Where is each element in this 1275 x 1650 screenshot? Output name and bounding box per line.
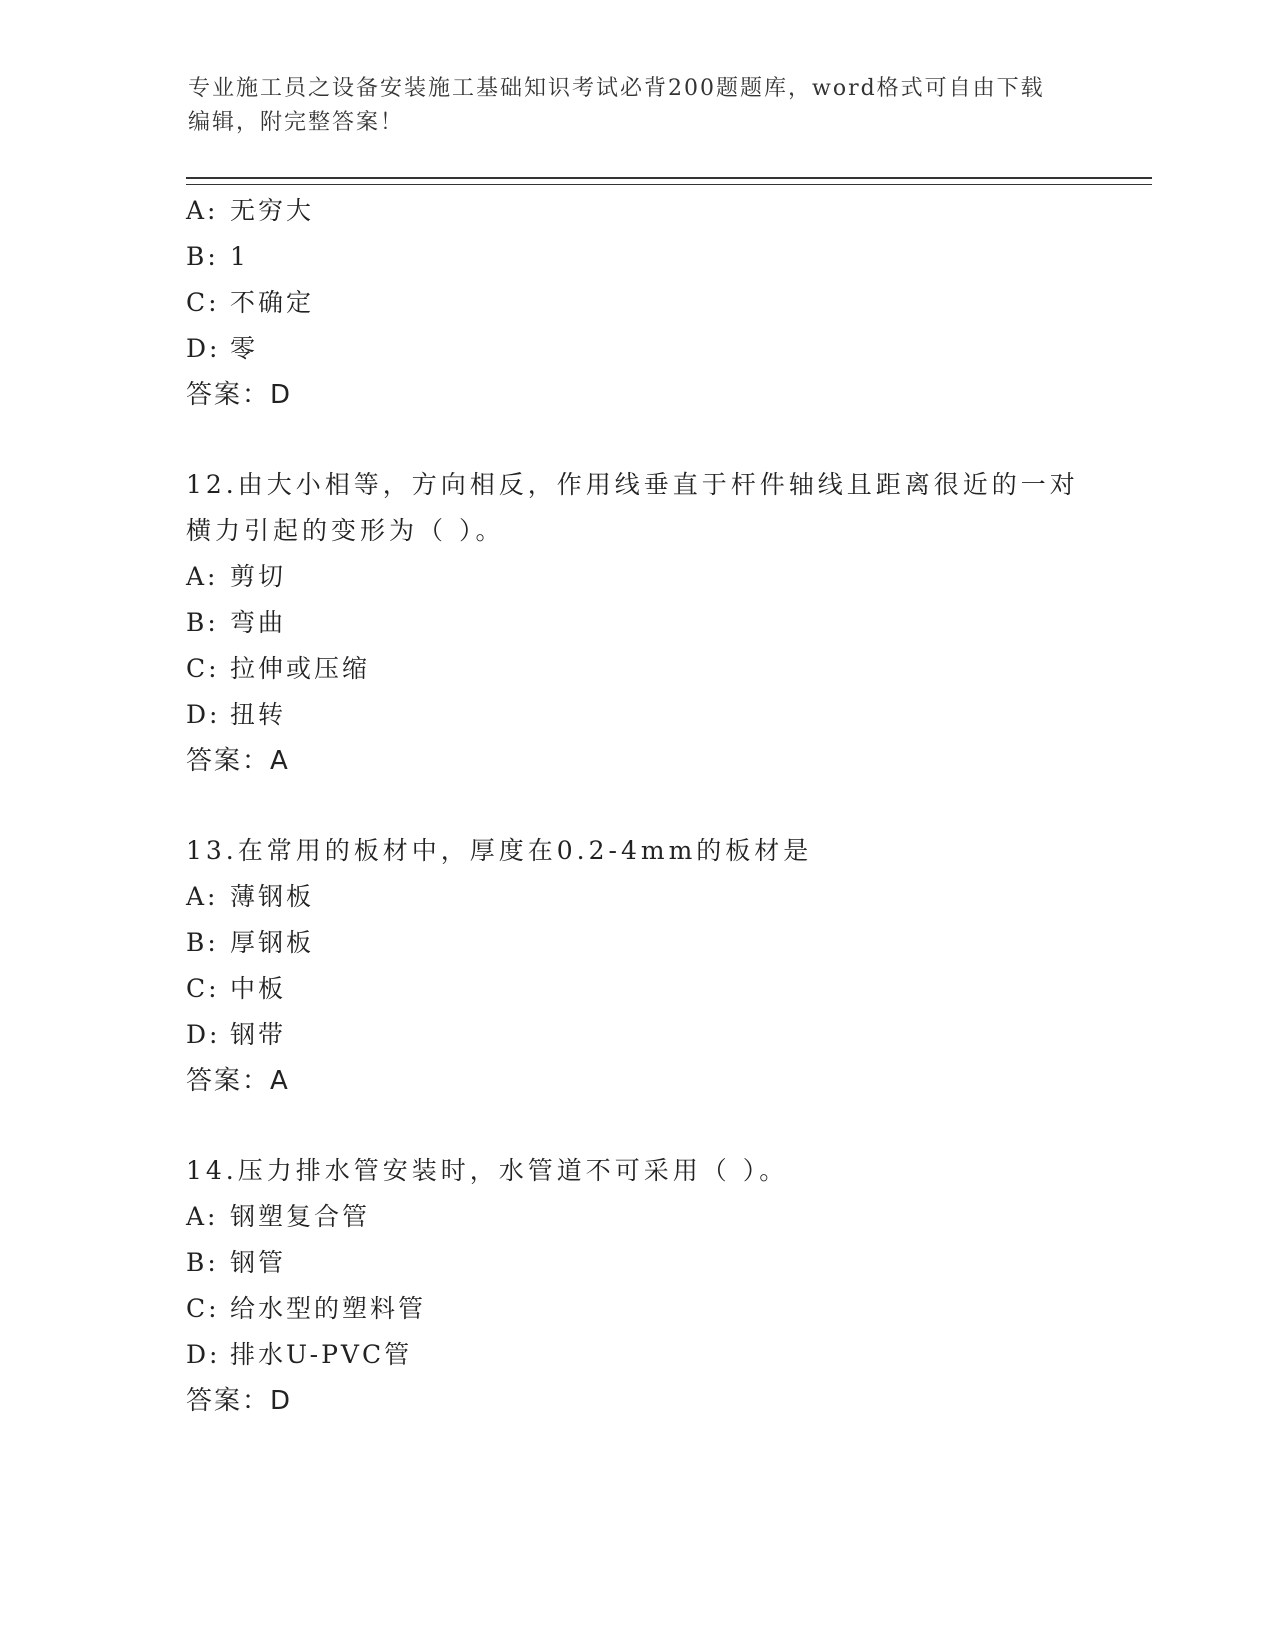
option-letter: C: bbox=[186, 288, 220, 317]
option-letter: D: bbox=[186, 700, 221, 729]
question-stem bbox=[186, 462, 1146, 554]
option-text: 薄钢板 bbox=[230, 882, 315, 911]
option-letter: B: bbox=[186, 928, 219, 957]
option-b bbox=[186, 1240, 1146, 1286]
option-c bbox=[186, 966, 1146, 1012]
answer-line: 答案：D bbox=[186, 1386, 293, 1416]
option-letter: B: bbox=[186, 608, 219, 637]
option-letter: C: bbox=[186, 974, 220, 1003]
option-d bbox=[186, 1332, 1146, 1378]
stem-line: 14.压力排水管安装时，水管道不可采用（ ）。 bbox=[186, 1156, 789, 1185]
option-letter: D: bbox=[186, 1020, 221, 1049]
question-14 bbox=[186, 1148, 1146, 1424]
option-a bbox=[186, 554, 1146, 600]
question-11-continuation bbox=[186, 188, 1146, 418]
option-c bbox=[186, 280, 1146, 326]
option-text: 剪切 bbox=[230, 562, 287, 591]
option-b bbox=[186, 234, 1146, 280]
option-c bbox=[186, 646, 1146, 692]
option-letter: B: bbox=[186, 242, 219, 271]
document-header bbox=[188, 72, 1068, 140]
option-d bbox=[186, 326, 1146, 372]
option-a bbox=[186, 874, 1146, 920]
header-line-1: 专业施工员之设备安装施工基础知识考试必背200题题库，word格式可自由下载 bbox=[188, 76, 1045, 101]
question-stem bbox=[186, 1148, 1146, 1194]
option-d bbox=[186, 692, 1146, 738]
option-a bbox=[186, 188, 1146, 234]
question-stem bbox=[186, 828, 1146, 874]
option-letter: A: bbox=[186, 1202, 219, 1231]
option-letter: C: bbox=[186, 654, 220, 683]
option-letter: D: bbox=[186, 334, 221, 363]
header-divider bbox=[186, 177, 1152, 185]
stem-line: 横力引起的变形为（ ）。 bbox=[186, 516, 505, 545]
option-text: 厚钢板 bbox=[230, 928, 315, 957]
option-text: 钢塑复合管 bbox=[230, 1202, 371, 1231]
option-text: 中板 bbox=[230, 974, 287, 1003]
option-c bbox=[186, 1286, 1146, 1332]
option-letter: A: bbox=[186, 562, 219, 591]
option-text: 排水U-PVC管 bbox=[230, 1340, 413, 1369]
answer-line: 答案：D bbox=[186, 380, 293, 410]
option-a bbox=[186, 1194, 1146, 1240]
question-13 bbox=[186, 828, 1146, 1104]
option-text: 1 bbox=[230, 242, 249, 271]
option-text: 钢管 bbox=[230, 1248, 287, 1277]
option-b bbox=[186, 920, 1146, 966]
option-letter: D: bbox=[186, 1340, 221, 1369]
option-text: 弯曲 bbox=[230, 608, 287, 637]
option-letter: C: bbox=[186, 1294, 220, 1323]
stem-line: 12.由大小相等，方向相反，作用线垂直于杆件轴线且距离很近的一对 bbox=[186, 470, 1079, 499]
answer-line: 答案：A bbox=[186, 746, 290, 776]
option-text: 给水型的塑料管 bbox=[230, 1294, 427, 1323]
option-text: 扭转 bbox=[230, 700, 287, 729]
option-letter: B: bbox=[186, 1248, 219, 1277]
option-letter: A: bbox=[186, 882, 219, 911]
option-letter: A: bbox=[186, 196, 219, 225]
option-text: 零 bbox=[230, 334, 259, 363]
document-body bbox=[186, 188, 1146, 1424]
option-b bbox=[186, 600, 1146, 646]
option-text: 不确定 bbox=[230, 288, 315, 317]
question-12 bbox=[186, 462, 1146, 784]
stem-line: 13.在常用的板材中，厚度在0.2-4mm的板材是 bbox=[186, 836, 813, 865]
answer-line: 答案：A bbox=[186, 1066, 290, 1096]
option-text: 无穷大 bbox=[230, 196, 315, 225]
option-text: 钢带 bbox=[230, 1020, 287, 1049]
option-text: 拉伸或压缩 bbox=[230, 654, 371, 683]
option-d bbox=[186, 1012, 1146, 1058]
header-line-2: 编辑，附完整答案！ bbox=[188, 110, 405, 135]
